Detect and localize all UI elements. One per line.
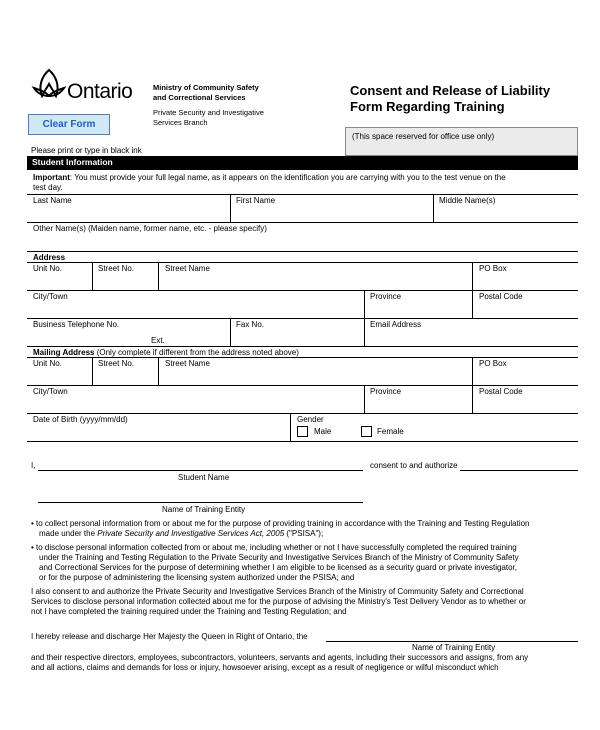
mailing-unit-no-field[interactable]: Unit No. xyxy=(33,359,62,368)
important-label: Important xyxy=(33,173,70,182)
office-use-label: (This space reserved for office use only) xyxy=(352,132,495,141)
po-box-field[interactable]: PO Box xyxy=(479,264,507,273)
clear-form-button[interactable]: Clear Form xyxy=(28,114,110,135)
postal-code-field[interactable]: Postal Code xyxy=(479,292,523,301)
business-phone-field[interactable]: Business Telephone No. xyxy=(33,320,120,329)
student-info-title: Student Information xyxy=(32,157,113,167)
mailing-address-label xyxy=(33,348,299,357)
branch-name-2: Services Branch xyxy=(153,118,208,127)
address-label: Address xyxy=(33,253,66,262)
divider xyxy=(364,385,365,413)
divider xyxy=(364,318,365,346)
office-use-box xyxy=(345,127,578,156)
email-field[interactable]: Email Address xyxy=(370,320,422,329)
line xyxy=(27,413,578,414)
divider xyxy=(472,290,473,318)
province-field[interactable]: Province xyxy=(370,292,402,301)
line-address-top xyxy=(27,262,578,263)
first-name-field[interactable]: First Name xyxy=(236,196,276,205)
line xyxy=(27,318,578,319)
mailing-city-field[interactable]: City/Town xyxy=(33,387,68,396)
dob-field[interactable]: Date of Birth (yyyy/mm/dd) xyxy=(33,415,128,424)
divider xyxy=(472,262,473,290)
form-title-2: Form Regarding Training xyxy=(350,99,505,114)
bullet-collect: • to collect personal information from or about me for the purpose of providing training in accordance with the Training and Testing Regulation made under the Private Security and Investigative Services Act, 2005 ("PSISA"); xyxy=(31,519,530,538)
consent-text: consent to and authorize xyxy=(370,461,458,470)
branch-name-1: Private Security and Investigative xyxy=(153,108,264,117)
also-consent-paragraph: I also consent to and authorize the Private Security and Investigative Services Branch of the Ministry of Community Safety and Correctional Services to disclose personal information collected about me for the purpose of advising the Ministry's Test Delivery Vendor as to whether or not I have completed the training required under the Training and Testing Regulation; and xyxy=(31,587,526,616)
important-text-2: test day. xyxy=(33,183,63,192)
male-checkbox[interactable] xyxy=(297,426,308,437)
other-names-field[interactable]: Other Name(s) (Maiden name, former name, etc. - please specify) xyxy=(33,224,267,233)
mailing-province-field[interactable]: Province xyxy=(370,387,402,396)
training-entity-line[interactable] xyxy=(38,502,363,503)
mailing-label: Mailing Address xyxy=(33,348,95,357)
form-title-1: Consent and Release of Liability xyxy=(350,83,551,98)
training-entity-caption: Name of Training Entity xyxy=(162,505,246,514)
divider xyxy=(92,262,93,290)
divider xyxy=(472,357,473,385)
important-note xyxy=(33,173,506,182)
bullet-disclose: • to disclose personal information collected from or about me, including whether or not I have successfully completed the required training under the Training and Testing Regulation to the Private Security and Investigative Services Branch of the Ministry of Community Safety and Correctional Services for the purpose of determining whether I am eligible to be licensed as a security guard or private investigator, or for the purpose of administering the licensing system authorized under the PSISA; and xyxy=(31,543,519,582)
mailing-po-box-field[interactable]: PO Box xyxy=(479,359,507,368)
middle-names-field[interactable]: Middle Name(s) xyxy=(439,196,496,205)
bullet-icon: • xyxy=(31,543,37,552)
line-names-bottom xyxy=(27,222,578,223)
gender-label: Gender xyxy=(297,415,324,424)
consent-entity-line[interactable] xyxy=(460,470,578,471)
line xyxy=(27,441,578,442)
ministry-name-2: and Correctional Services xyxy=(153,93,246,102)
divider xyxy=(230,194,231,222)
divider xyxy=(158,357,159,385)
divider xyxy=(92,357,93,385)
fax-field[interactable]: Fax No. xyxy=(236,320,265,329)
divider xyxy=(290,413,291,441)
line xyxy=(27,346,578,347)
logo-wordmark: Ontario xyxy=(67,80,133,103)
female-label: Female xyxy=(377,427,404,436)
release-paragraph: and their respective directors, employees, subcontractors, volunteers, servants and agents, including their successors and assigns, from any and all actions, claims and demands for loss or injury, howsoever arising, except as a result of negligence or wilful misconduct which xyxy=(31,653,529,672)
bullet-icon: • xyxy=(31,519,37,528)
divider xyxy=(433,194,434,222)
unit-no-field[interactable]: Unit No. xyxy=(33,264,62,273)
divider xyxy=(230,318,231,346)
print-note: Please print or type in black ink xyxy=(31,146,142,155)
student-name-line[interactable] xyxy=(38,470,363,471)
i-label: I, xyxy=(31,461,36,470)
line-other-bottom xyxy=(27,251,578,252)
male-label: Male xyxy=(314,427,332,436)
trillium-icon xyxy=(30,66,68,106)
divider xyxy=(472,385,473,413)
street-no-field[interactable]: Street No. xyxy=(98,264,135,273)
ontario-logo xyxy=(30,66,142,108)
student-name-caption: Student Name xyxy=(178,473,230,482)
release-text: I hereby release and discharge Her Majesty the Queen in Right of Ontario, the xyxy=(31,632,308,641)
street-name-field[interactable]: Street Name xyxy=(165,264,210,273)
divider xyxy=(364,290,365,318)
mailing-street-no-field[interactable]: Street No. xyxy=(98,359,135,368)
line xyxy=(27,385,578,386)
divider xyxy=(158,262,159,290)
line xyxy=(27,290,578,291)
city-field[interactable]: City/Town xyxy=(33,292,68,301)
ext-label: Ext. xyxy=(151,336,165,345)
line xyxy=(27,357,578,358)
mailing-street-name-field[interactable]: Street Name xyxy=(165,359,210,368)
important-text-1: : You must provide your full legal name, as it appears on the identification you are carrying with you to the test venue on the xyxy=(69,173,506,182)
student-info-header xyxy=(27,156,578,170)
ministry-name-1: Ministry of Community Safety xyxy=(153,83,259,92)
line-names-top xyxy=(27,194,578,195)
mailing-postal-code-field[interactable]: Postal Code xyxy=(479,387,523,396)
mailing-note: (Only complete if different from the address noted above) xyxy=(94,348,299,357)
release-entity-caption: Name of Training Entity xyxy=(412,643,496,652)
female-checkbox[interactable] xyxy=(361,426,372,437)
last-name-field[interactable]: Last Name xyxy=(33,196,72,205)
release-entity-line[interactable] xyxy=(326,641,578,642)
